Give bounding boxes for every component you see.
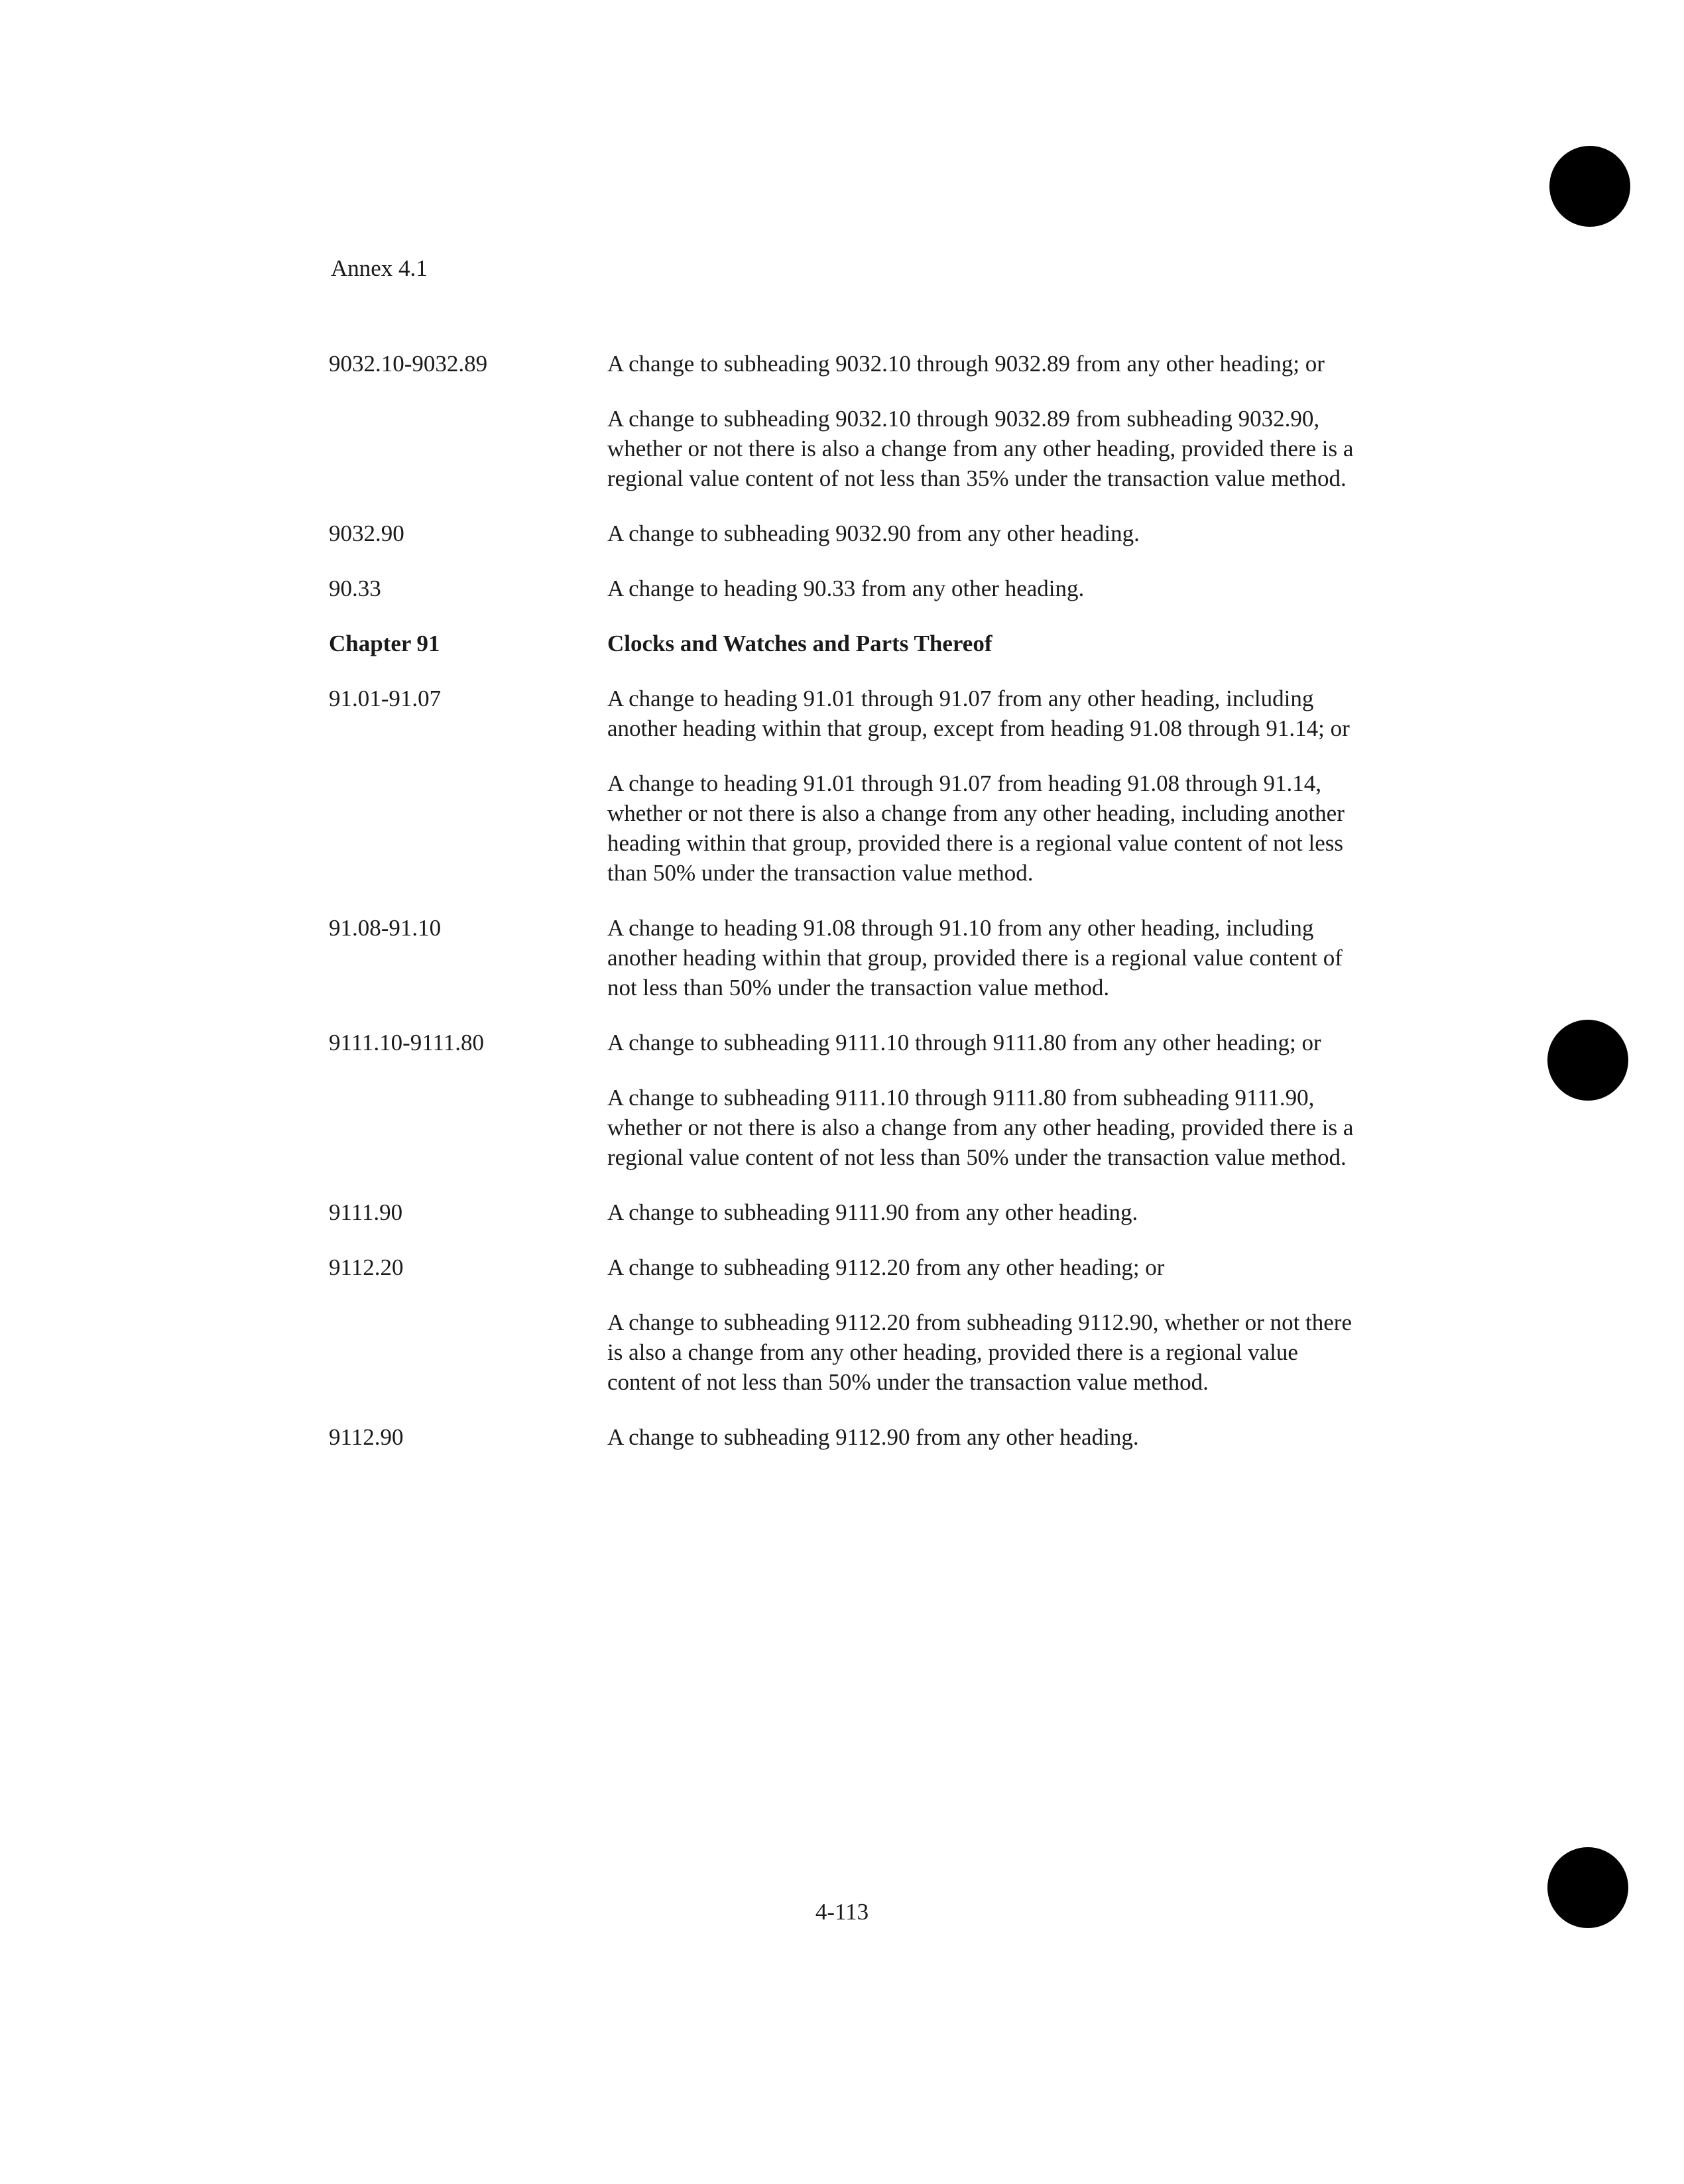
table-row xyxy=(329,349,1363,493)
rule-list xyxy=(607,1252,1363,1397)
rule-list xyxy=(607,349,1363,493)
tariff-code: 9112.20 xyxy=(329,1254,404,1280)
page-number: 4-113 xyxy=(815,1899,869,1925)
table-row xyxy=(329,574,1363,603)
table-row xyxy=(329,1422,1363,1452)
rule-text: A change to subheading 9111.10 through 9111.80 from subheading 9111.90, whether or not there is also a change from any other heading, provided there is a regional value content of not less than 50% under the transaction value method. xyxy=(607,1085,1354,1170)
rule-list xyxy=(607,913,1363,1002)
tariff-code: 91.08-91.10 xyxy=(329,915,442,941)
rule-text: A change to subheading 9032.90 from any other heading. xyxy=(607,520,1140,546)
rule-text: A change to subheading 9111.10 through 9111.80 from any other heading; or xyxy=(607,1030,1321,1056)
rule-list xyxy=(607,574,1363,603)
chapter-number: Chapter 91 xyxy=(329,631,440,656)
chapter-title: Clocks and Watches and Parts Thereof xyxy=(607,631,992,656)
table-row xyxy=(329,684,1363,888)
rule-text: A change to subheading 9032.10 through 9032.89 from any other heading; or xyxy=(607,351,1325,377)
tariff-code: 91.01-91.07 xyxy=(329,686,442,711)
tariff-code: 9032.10-9032.89 xyxy=(329,351,488,377)
rule-text: A change to heading 90.33 from any other heading. xyxy=(607,576,1085,601)
tariff-code: 9111.90 xyxy=(329,1199,403,1225)
tariff-code: 90.33 xyxy=(329,576,381,601)
punch-hole-top xyxy=(1549,146,1630,227)
rule-list xyxy=(607,1422,1363,1452)
rule-text: A change to heading 91.08 through 91.10 from any other heading, including another heading within that group, provided there is a regional value content of not less than 50% under the transaction value method. xyxy=(607,915,1343,1001)
rule-text: A change to subheading 9111.90 from any other heading. xyxy=(607,1199,1138,1225)
rule-text: A change to heading 91.01 through 91.07 from heading 91.08 through 91.14, whether or not there is also a change from any other heading, including another heading within that group, provided there is a regional value content of not less than 50% under the transaction value method. xyxy=(607,770,1345,886)
table-row xyxy=(329,1028,1363,1172)
table-row xyxy=(329,518,1363,548)
table-row xyxy=(329,1197,1363,1227)
tariff-code: 9111.10-9111.80 xyxy=(329,1030,484,1056)
rule-text: A change to subheading 9112.20 from any other heading; or xyxy=(607,1254,1165,1280)
rules-table xyxy=(329,349,1363,1477)
tariff-code: 9112.90 xyxy=(329,1424,404,1450)
tariff-code: 9032.90 xyxy=(329,520,404,546)
rule-list xyxy=(607,1028,1363,1172)
annex-header: Annex 4.1 xyxy=(331,255,428,281)
rule-text: A change to subheading 9032.10 through 9032.89 from subheading 9032.90, whether or not there is also a change from any other heading, provided there is a regional value content of not less than 35% under the transaction value method. xyxy=(607,406,1354,491)
table-row xyxy=(329,913,1363,1002)
chapter-heading-row xyxy=(329,629,1363,658)
punch-hole-middle xyxy=(1547,1020,1628,1101)
rule-text: A change to subheading 9112.90 from any other heading. xyxy=(607,1424,1139,1450)
table-row xyxy=(329,1252,1363,1397)
rule-text: A change to subheading 9112.20 from subheading 9112.90, whether or not there is also a change from any other heading, provided there is a regional value content of not less than 50% under the transaction value method. xyxy=(607,1309,1352,1395)
rule-list xyxy=(607,518,1363,548)
rule-list xyxy=(607,1197,1363,1227)
chapter-title-wrap xyxy=(607,629,1363,658)
rule-list xyxy=(607,684,1363,888)
rule-text: A change to heading 91.01 through 91.07 from any other heading, including another heading within that group, except from heading 91.08 through 91.14; or xyxy=(607,686,1350,741)
